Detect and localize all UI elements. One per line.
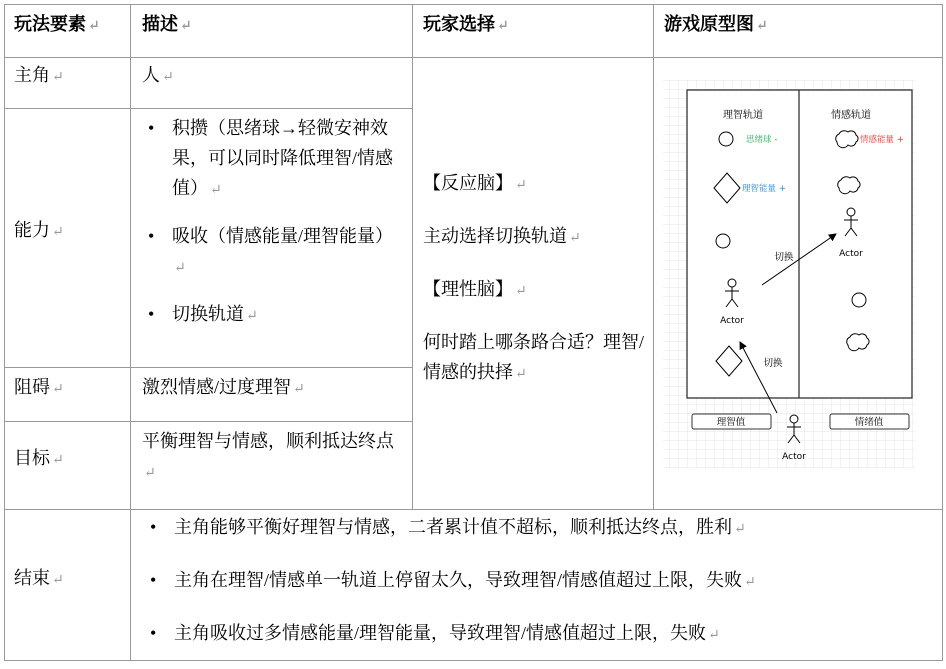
label-protagonist: 主角 ↵ bbox=[14, 65, 64, 85]
thought-ball-icon bbox=[716, 234, 730, 248]
emotion-cloud-icon bbox=[838, 177, 860, 194]
switch-label: 切换 bbox=[774, 252, 794, 263]
right-track-label: 情感轨道 bbox=[831, 110, 871, 121]
emotion-cloud-icon bbox=[847, 334, 869, 351]
reason-value-label: 理智值 bbox=[716, 417, 746, 428]
ability-item: • 切换轨道 ↵ bbox=[142, 299, 404, 332]
prototype-diagram bbox=[660, 80, 920, 470]
header-prototype: 游戏原型图 ↵ bbox=[664, 14, 768, 34]
thought-ball-label: 思绪球 - bbox=[746, 135, 778, 145]
left-track-label: 理智轨道 bbox=[723, 110, 763, 121]
actor-label: Actor bbox=[720, 316, 744, 326]
desc-goal: 平衡理智与情感，顺利抵达终点↵ bbox=[142, 431, 394, 481]
header-player-choice: 玩家选择 ↵ bbox=[423, 14, 509, 34]
switch-label: 切换 bbox=[763, 358, 783, 369]
header-description: 描述 ↵ bbox=[142, 14, 192, 34]
emotion-value-label: 情绪值 bbox=[854, 417, 884, 428]
desc-obstacle: 激烈情感/过度理智 ↵ bbox=[142, 377, 305, 397]
ability-item: • 积攒（思绪球→轻微安神效果，可以同时降低理智/情感值） ↵ bbox=[142, 113, 404, 206]
emotion-energy-label: 情感能量 + bbox=[860, 135, 904, 145]
ability-item: • 吸收（情感能量/理智能量）↵ bbox=[142, 221, 404, 284]
header-element: 玩法要素 ↵ bbox=[14, 14, 100, 34]
label-ending: 结束 ↵ bbox=[14, 568, 64, 588]
actor-label: Actor bbox=[839, 249, 863, 259]
thought-ball-icon bbox=[719, 132, 733, 146]
label-obstacle: 阻碍 ↵ bbox=[14, 377, 64, 397]
reason-energy-label: 理智能量 + bbox=[742, 184, 786, 194]
thought-ball-icon bbox=[852, 293, 866, 307]
desc-ability bbox=[142, 113, 404, 332]
desc-ending: • 主角能够平衡好理智与情感，二者累计值不超标，顺利抵达终点，胜利 ↵ • 主角在理智/情感单一轨道上停留太久，导致理智/情感值超过上限，失败 ↵ • 主角吸收过多情感能量/理智能量，导致理智/情感值超过上限，失败 ↵ bbox=[144, 512, 934, 651]
player-choice: 【反应脑】 ↵ 主动选择切换轨道 ↵ 【理性脑】 ↵ 何时踏上哪条路合适？理智/情感的抉择 ↵ bbox=[423, 173, 644, 382]
actor-label: Actor bbox=[782, 452, 806, 462]
emotion-cloud-icon bbox=[836, 131, 858, 148]
desc-protagonist: 人 ↵ bbox=[142, 65, 174, 85]
label-ability: 能力 ↵ bbox=[14, 220, 64, 240]
label-goal: 目标 ↵ bbox=[14, 448, 64, 468]
